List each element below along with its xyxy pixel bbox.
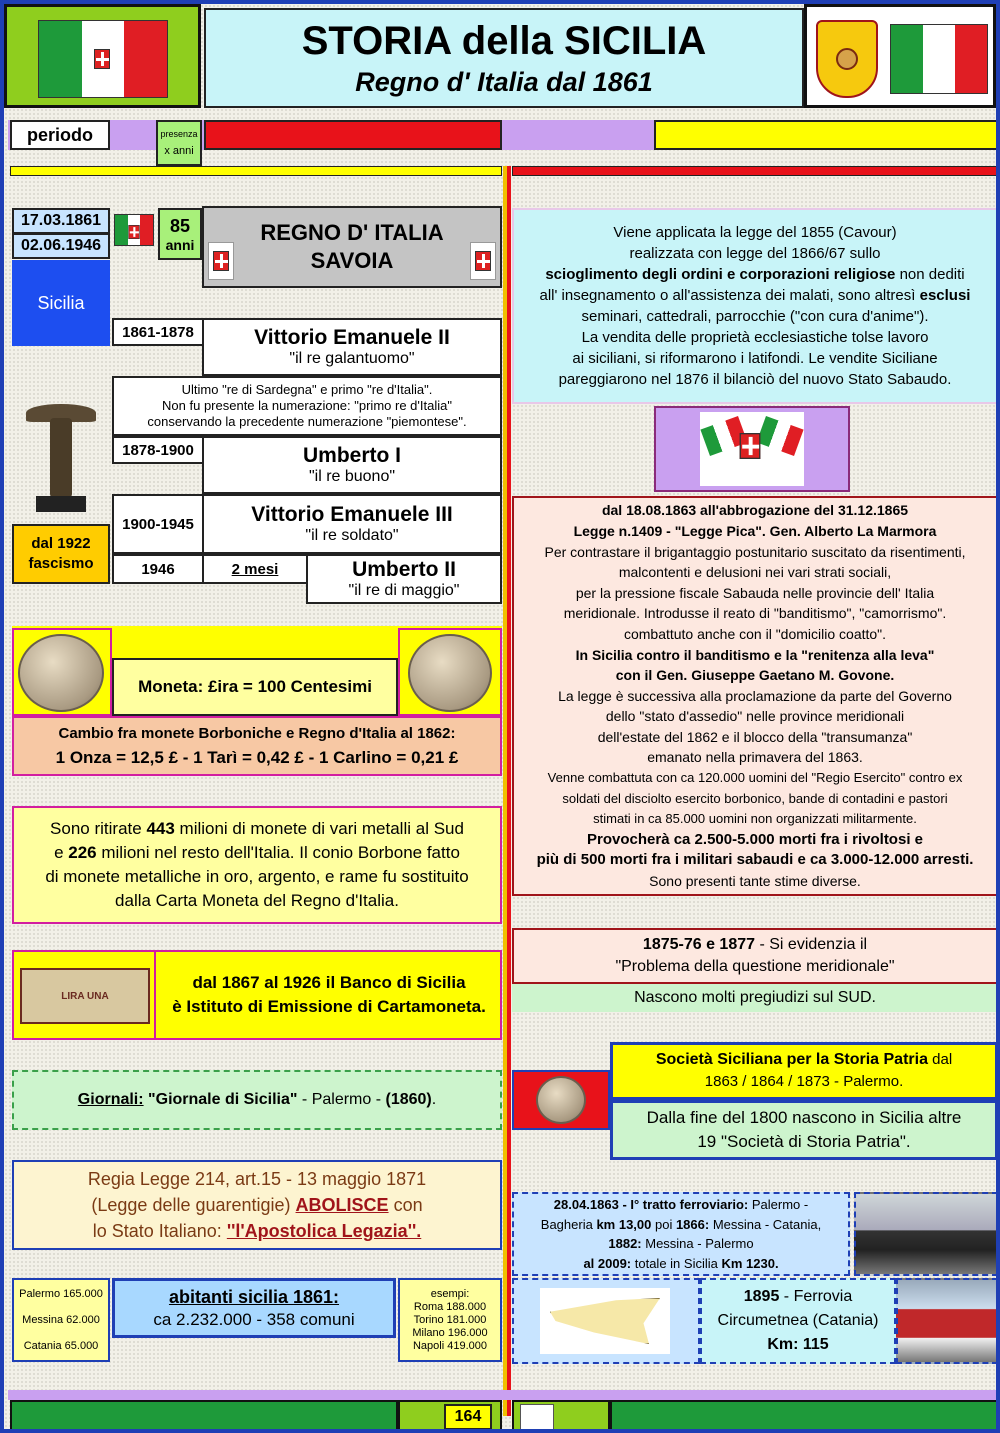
pica-box: dal 18.08.1863 all'abbrogazione del 31.12.1865 Legge n.1409 - "Legge Pica". Gen. Alberto La Marmora Per contrastare il brigantaggio postunitario suscitato da risentimenti, malcontenti e delusioni nei vari strati sociali, per la pressione fiscale Sabauda nelle provincie dell' Italia meridionale. Introdusse il reato di "banditismo", "camorrismo". combattuto anche con il "domicilio coatto". In Sicilia contro il banditismo e la "renitenza alla leva" con il Gen. Giuseppe Gaetano M. Govone. La legge è successiva alla proclamazione da parte del Governo dello "stato d'assedio" nelle province meridionali dell'estate del 1862 e il blocco della "transumanza" emanato nella primavera del 1863. Venne combattuta con ca 120.000 uomini del "Regio Esercito" contro ex soldati del disciolto esercito borbonico, bande di contadini e pastori stimati in ca 85.000 uomini non organizzati militarmente. Provocherà ca 2.500-5.000 morti fra i rivoltosi e più di 500 morti fra i militari sabaudi e ca 3.000-12.000 arresti. Sono presenti tante stime diverse.	[512, 496, 998, 896]
map-frame	[512, 1278, 700, 1364]
ritirate-box: Sono ritirate 443 milioni di monete di vari metalli al Sud e 226 milioni nel resto dell'Italia. Il conio Borbone fatto di monete metalliche in oro, argento, e rame fu sostituito dalla Carta Moneta del Regno d'Italia.	[12, 806, 502, 924]
fasces-statue-icon	[26, 404, 96, 514]
reign-date-start: 17.03.1861	[12, 208, 110, 234]
pregiudizi-box: Nascono molti pregiudizi sul SUD.	[512, 984, 998, 1012]
coin-lira-icon	[408, 634, 492, 712]
societa-text-box: Dalla fine del 1800 nascono in Sicilia altre 19 "Società di Storia Patria".	[610, 1100, 998, 1160]
page-title: STORIA della SICILIA	[301, 18, 707, 63]
circumetnea-box: 1895 - Ferrovia Circumetnea (Catania) Km: 115	[700, 1278, 896, 1364]
region-sicilia-box: Sicilia	[12, 260, 110, 346]
title-box	[204, 8, 804, 108]
page-number: 164	[444, 1404, 492, 1430]
period-red-bar	[204, 120, 502, 150]
giornali-box: Giornali: "Giornale di Sicilia" - Palermo - (1860).	[12, 1070, 502, 1130]
reign-date-end: 02.06.1946	[12, 233, 110, 259]
esempi-box: esempi: Roma 188.000 Torino 181.000 Milano 196.000 Napoli 419.000	[398, 1278, 502, 1362]
small-savoy-flag-icon	[114, 214, 154, 246]
cavour-box: Viene applicata la legge del 1855 (Cavour) realizzata con legge del 1866/67 sullo scioglimento degli ordini e corporazioni religiose non dediti all' insegnamento o all'assistenza dei malati, sono altresì esclusi seminari, cattedrali, parrocchie ("con cura d'anime"). La vendita delle proprietà ecclesiastiche tolse lavoro ai siciliani, si riformarono i latifondi. Le vendite Siciliane pareggiarono nel 1876 il bilanciò del nuovo Stato Sabaudo.	[512, 208, 998, 404]
king4-box: Umberto II "il re di maggio"	[306, 554, 502, 604]
societa-title-box: Società Siciliana per la Storia Patria dal 1863 / 1864 / 1873 - Palermo.	[610, 1042, 998, 1100]
periodo-label: periodo	[10, 120, 110, 150]
questione-box: 1875-76 e 1877 - Si evidenzia il "Problema della questione meridionale"	[512, 928, 998, 984]
footer-right-b	[610, 1400, 998, 1433]
coin-frame-right	[398, 628, 502, 716]
period-yellow-bar	[654, 120, 998, 150]
crossed-flags-icon	[700, 412, 804, 486]
king3-box: Vittorio Emanuele III "il re soldato"	[202, 494, 502, 554]
emblem-frame	[654, 406, 850, 492]
footer-map-thumb-icon	[520, 1404, 554, 1430]
king2-years: 1878-1900	[112, 436, 204, 464]
king-note-box: Ultimo "re di Sardegna" e primo "re d'Italia". Non fu presente la numerazione: "primo re d'Italia" conservando la precedente numerazione "piemontese".	[112, 376, 502, 436]
coin-frame-left	[12, 628, 112, 716]
sicily-map-icon	[540, 1288, 670, 1354]
steam-train-photo	[854, 1192, 998, 1276]
italian-flag-icon	[890, 24, 988, 94]
savoy-arms-icon-right	[470, 242, 496, 280]
right-column-bar	[512, 166, 998, 176]
banknote-frame	[12, 950, 156, 1040]
left-column-bar	[10, 166, 502, 176]
ferrovia-box: 28.04.1863 - I° tratto ferroviario: Palermo - Bagheria km 13,00 poi 1866: Messina - Catania, 1882: Messina - Palermo al 2009: totale in Sicilia Km 1230.	[512, 1192, 850, 1276]
right-column-rule	[507, 166, 511, 1416]
legge-box: Regia Legge 214, art.15 - 13 maggio 1871 (Legge delle guarentigie) ABOLISCE con lo Stato Italiano: ''l'Apostolica Legazia''.	[12, 1160, 502, 1250]
king4-duration: 2 mesi	[202, 554, 308, 584]
king4-years: 1946	[112, 554, 204, 584]
page-subtitle: Regno d' Italia dal 1861	[355, 66, 653, 97]
banco-text: dal 1867 al 1926 il Banco di Sicilia è Istituto di Emissione di Cartamoneta.	[172, 973, 486, 1016]
cambio-box: Cambio fra monete Borboniche e Regno d'Italia al 1862: 1 Onza = 12,5 £ - 1 Tarì = 0,42 £ - 1 Carlino = 0,21 £	[12, 716, 502, 776]
king2-box: Umberto I "il re buono"	[202, 436, 502, 494]
trinacria-coin-icon	[536, 1076, 586, 1124]
footer-bar	[8, 1390, 998, 1400]
banknote-icon: LIRA UNA	[20, 968, 150, 1024]
savoy-flag-icon	[38, 20, 168, 98]
trinacria-emblem-icon	[816, 20, 878, 98]
coin-head-icon	[18, 634, 104, 712]
fascism-box: dal 1922 fascismo	[12, 524, 110, 584]
moneta-box: Moneta: £ira = 100 Centesimi	[112, 658, 398, 716]
cities-box: Palermo 165.000 Messina 62.000 Catania 65.000	[12, 1278, 110, 1362]
abitanti-box: abitanti sicilia 1861: ca 2.232.000 - 358 comuni	[112, 1278, 396, 1338]
railcar-photo	[896, 1278, 998, 1364]
king1-box: Vittorio Emanuele II "il re galantuomo"	[202, 318, 502, 376]
reign-years-box: 85 anni	[158, 208, 202, 260]
savoy-arms-icon-left	[208, 242, 234, 280]
king3-years: 1900-1945	[112, 494, 204, 554]
footer-left	[10, 1400, 398, 1433]
reign-title-box: REGNO D' ITALIA SAVOIA	[202, 206, 502, 288]
presenza-box: presenza x anni	[156, 120, 202, 166]
societa-left-bar	[512, 1070, 610, 1130]
king1-years: 1861-1878	[112, 318, 204, 346]
